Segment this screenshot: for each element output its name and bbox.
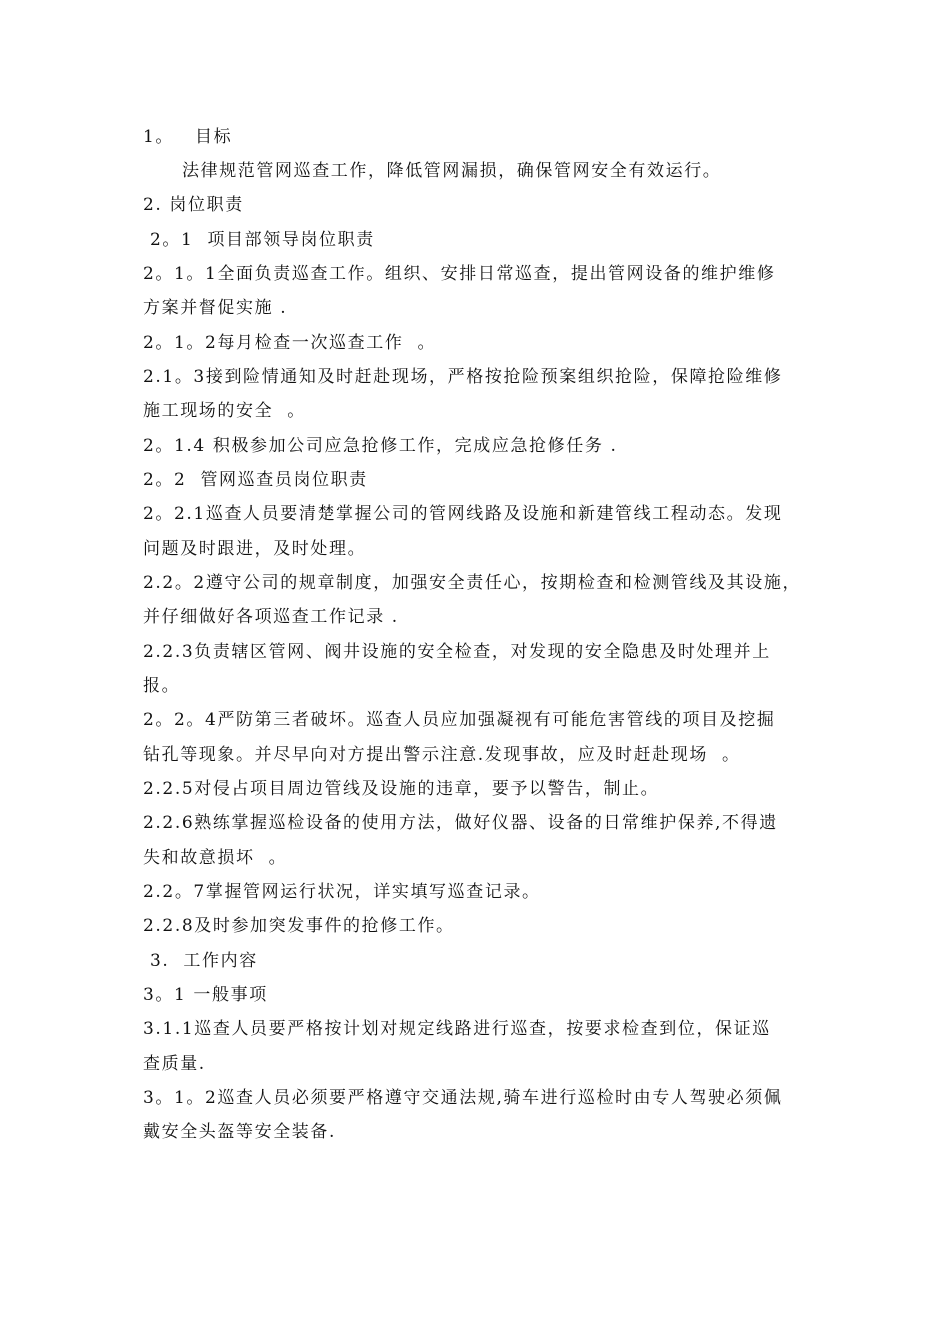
paragraph-line: 失和故意损坏 。 [143,848,288,868]
paragraph-line: 2。2。4严防第三者破坏。巡查人员应加强凝视有可能危害管线的项目及挖掘 [143,710,776,730]
paragraph-line: 2.2.6熟练掌握巡检设备的使用方法，做好仪器、设备的日常维护保养,不得遗 [143,813,778,833]
paragraph-line: 方案并督促实施 . [143,298,288,318]
paragraph-line: 并仔细做好各项巡查工作记录 . [143,607,399,627]
section-2-2-heading: 2。2 管网巡查员岗位职责 [143,470,368,490]
paragraph-line: 2.2.5对侵占项目周边管线及设施的违章，要予以警告，制止。 [143,779,660,799]
paragraph-line: 2.2.3负责辖区管网、阀井设施的安全检查，对发现的安全隐患及时处理并上 [143,642,771,662]
paragraph-line: 3.1.1巡查人员要严格按计划对规定线路进行巡查，按要求检查到位，保证巡 [143,1019,771,1039]
section-2-heading: 2. 岗位职责 [143,195,244,215]
paragraph-line: 施工现场的安全 。 [143,401,306,421]
paragraph-line: 2。1.4 积极参加公司应急抢修工作，完成应急抢修任务 . [143,436,618,456]
section-2-1-heading: 2。1 项目部领导岗位职责 [143,230,375,250]
paragraph-line: 2.2。7掌握管网运行状况，详实填写巡查记录。 [143,882,541,902]
paragraph-line: 2。1。2每月检查一次巡查工作 。 [143,333,437,353]
paragraph-line: 戴安全头盔等安全装备. [143,1122,337,1142]
section-3-heading: 3. 工作内容 [143,951,258,971]
paragraph-line: 问题及时跟进，及时处理。 [143,539,367,559]
paragraph-line: 2.2。2遵守公司的规章制度，加强安全责任心，按期检查和检测管线及其设施， [143,573,802,593]
paragraph-line: 报。 [143,676,181,696]
paragraph-line: 2。1。1全面负责巡查工作。组织、安排日常巡查，提出管网设备的维护维修 [143,264,776,284]
paragraph-line: 2。2.1巡查人员要清楚掌握公司的管网线路及设施和新建管线工程动态。发现 [143,504,783,524]
section-1-text: 法律规范管网巡查工作，降低管网漏损，确保管网安全有效运行。 [182,161,722,181]
section-1-heading: 1。 目标 [143,127,233,147]
paragraph-line: 3。1。2巡查人员必须要严格遵守交通法规,骑车进行巡检时由专人驾驶必须佩 [143,1088,783,1108]
paragraph-line: 2.1。3接到险情通知及时赶赴现场，严格按抢险预案组织抢险，保障抢险维修 [143,367,783,387]
section-3-1-heading: 3。1 一般事项 [143,985,268,1005]
paragraph-line: 2.2.8及时参加突发事件的抢修工作。 [143,916,455,936]
paragraph-line: 查质量. [143,1054,206,1074]
paragraph-line: 钻孔等现象。并尽早向对方提出警示注意.发现事故，应及时赶赴现场 。 [143,745,741,765]
